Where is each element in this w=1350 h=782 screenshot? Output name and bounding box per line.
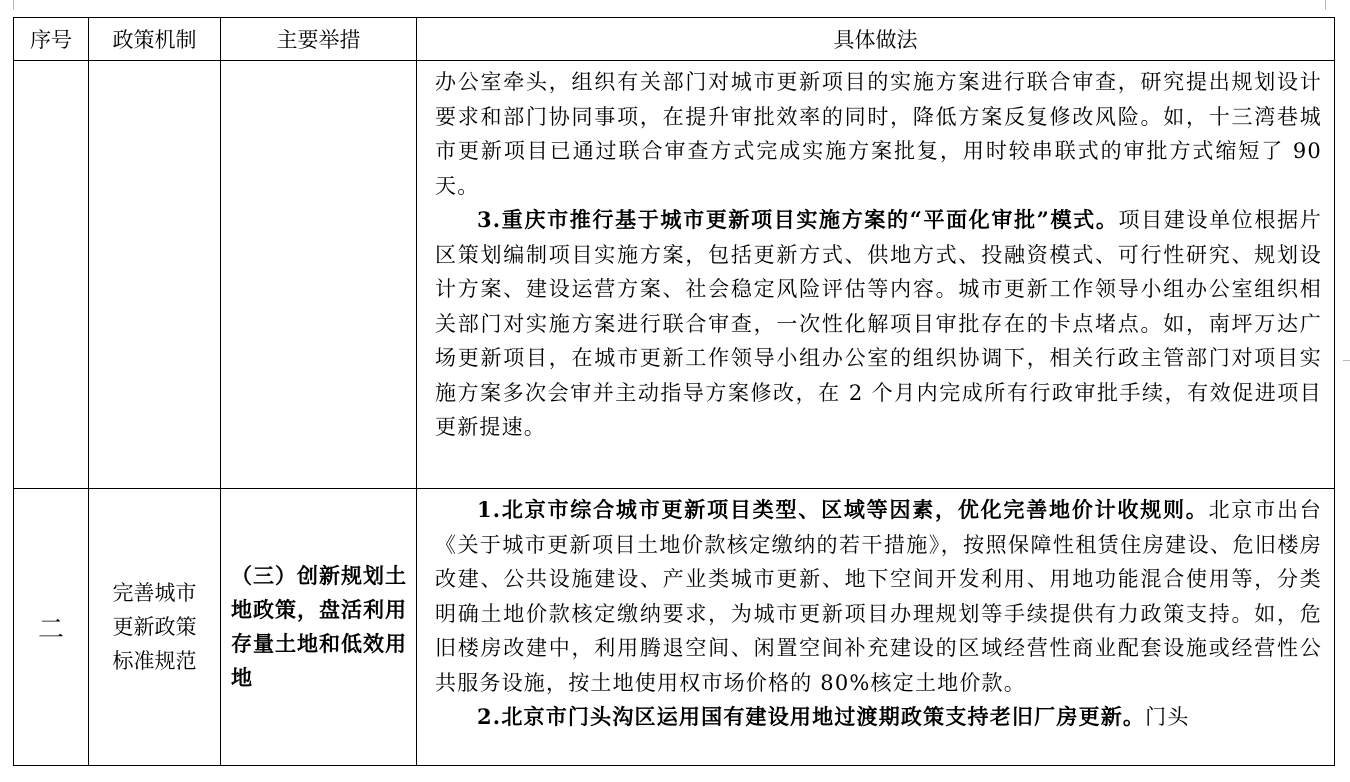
table-row bbox=[14, 61, 1335, 489]
row2-measure-cell bbox=[221, 489, 417, 766]
row2-practice-cell bbox=[417, 489, 1335, 766]
page-edge-tick bbox=[1343, 360, 1350, 361]
header-main-measures: 主要举措 bbox=[221, 18, 417, 61]
policy-table bbox=[13, 17, 1335, 766]
practice-paragraph: 办公室牵头，组织有关部门对城市更新项目的实施方案进行联合审查，研究提出规划设计要求和部门协同事项，在提升审批效率的同时，降低方案反复修改风险。如，十三湾巷城市更新项目已通过联合审查方式完成实施方案批复，用时较串联式的审批方式缩短了 90 天。 bbox=[435, 70, 1322, 198]
header-specific-practice: 具体做法 bbox=[417, 18, 1335, 61]
main-measure-text: （三）创新规划土地政策，盘活利用存量土地和低效用地 bbox=[231, 563, 407, 690]
row1-practice-cell bbox=[417, 61, 1335, 489]
row2-mechanism-cell bbox=[89, 489, 221, 766]
practice-heading: 3.重庆市推行基于城市更新项目实施方案的“平面化审批”模式。 bbox=[477, 207, 1119, 232]
page-corner-mark-right bbox=[1325, 0, 1326, 10]
header-policy-mechanism: 政策机制 bbox=[89, 18, 221, 61]
page-corner-mark-left bbox=[13, 0, 14, 10]
table-header-row bbox=[14, 18, 1335, 61]
row1-serial-cell bbox=[14, 61, 89, 489]
row1-measure-cell bbox=[221, 61, 417, 489]
practice-paragraph: 1.北京市综合城市更新项目类型、区域等因素，优化完善地价计收规则。北京市出台《关于城市更新项目土地价款核定缴纳的若干措施》，按照保障性租赁住房建设、危旧楼房改建、公共设施建设、产业类城市更新、地下空间开发利用、用地功能混合使用等，分类明确土地价款核定缴纳要求，为城市更新项目办理规划等手续提供有力政策支持。如，危旧楼房改建中，利用腾退空间、闲置空间补充建设的区域经营性商业配套设施或经营性公共服务设施，按土地使用权市场价格的 80%核定土地价款。 bbox=[435, 497, 1322, 695]
practice-heading: 1.北京市综合城市更新项目类型、区域等因素，优化完善地价计收规则。 bbox=[477, 497, 1209, 522]
policy-mechanism-text: 完善城市更新政策标准规范 bbox=[112, 581, 197, 673]
row1-mechanism-cell bbox=[89, 61, 221, 489]
row2-serial-cell bbox=[14, 489, 89, 766]
practice-paragraph: 2.北京市门头沟区运用国有建设用地过渡期政策支持老旧厂房更新。门头 bbox=[477, 704, 1190, 729]
practice-heading: 2.北京市门头沟区运用国有建设用地过渡期政策支持老旧厂房更新。 bbox=[477, 704, 1146, 729]
table-row bbox=[14, 489, 1335, 766]
row-number: 二 bbox=[37, 614, 64, 645]
practice-paragraph: 3.重庆市推行基于城市更新项目实施方案的“平面化审批”模式。项目建设单位根据片区策划编制项目实施方案，包括更新方式、供地方式、投融资模式、可行性研究、规划设计方案、建设运营方案、社会稳定风险评估等内容。城市更新工作领导小组办公室组织相关部门对实施方案进行联合审查，一次性化解项目审批存在的卡点堵点。如，南坪万达广场更新项目，在城市更新工作领导小组办公室的组织协调下，相关行政主管部门对项目实施方案多次会审并主动指导方案修改，在 2 个月内完成所有行政审批手续，有效促进项目更新提速。 bbox=[435, 207, 1322, 439]
header-serial-no: 序号 bbox=[14, 18, 89, 61]
